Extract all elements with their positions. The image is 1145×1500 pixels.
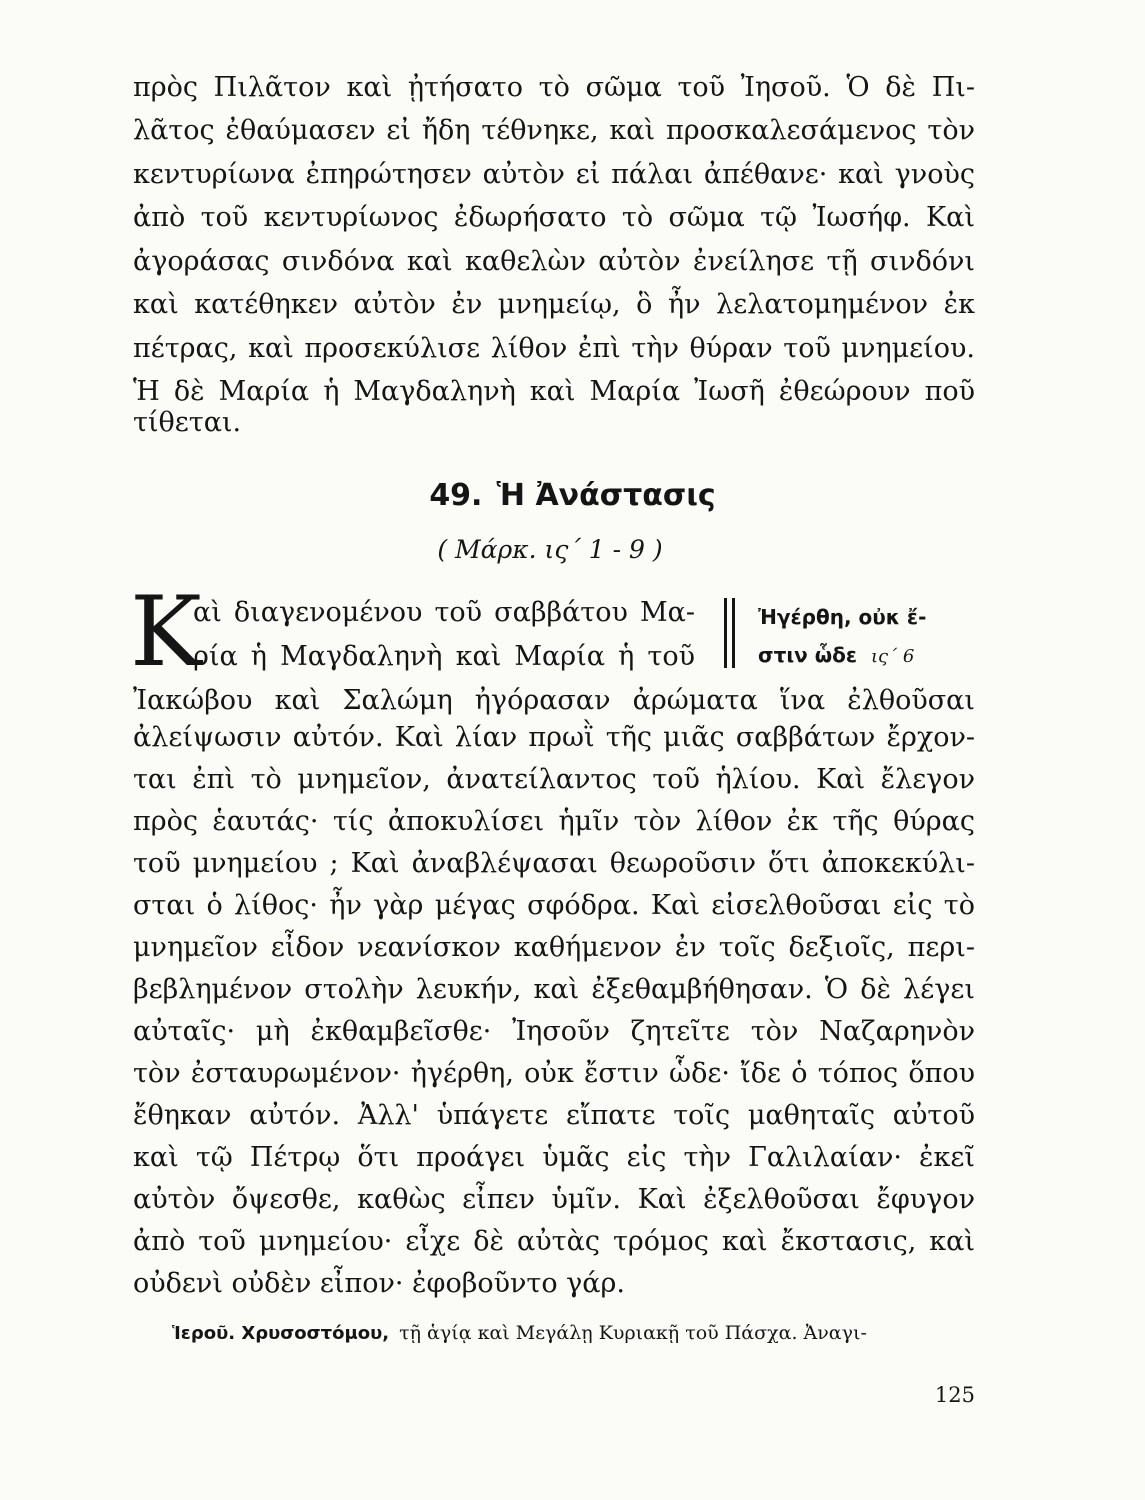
- text-line: ἔθηκαν αὐτόν. Ἀλλ' ὑπάγετε εἴπατε τοῖς μαθηταῖς αὐτοῦ: [133, 1100, 975, 1131]
- text-line: ἀλείψωσιν αὐτόν. Καὶ λίαν πρωῒ τῆς μιᾶς σαββάτων ἔρχον-: [133, 722, 975, 753]
- double-rule-right: [732, 598, 735, 668]
- text-line: ται ἐπὶ τὸ μνημεῖον, ἀνατείλαντος τοῦ ἡλίου. Καὶ ἔλεγον: [133, 764, 975, 795]
- text-line: οὐδενὶ οὐδὲν εἶπον· ἐφοβοῦντο γάρ.: [133, 1268, 625, 1299]
- marginal-note-text: στιν ὧδε: [758, 643, 857, 667]
- text-line: ἀπὸ τοῦ μνημείου· εἶχε δὲ αὐτὰς τρόμος καὶ ἔκστασις, καὶ: [133, 1226, 975, 1257]
- text-line: κεντυρίωνα ἐπηρώτησεν αὐτὸν εἰ πάλαι ἀπέθανε· καὶ γνοὺς: [133, 159, 975, 190]
- footnote-author: Ἱεροῦ. Χρυσοστόμου,: [172, 1323, 390, 1344]
- text-line: τοῦ μνημείου ; Καὶ ἀναβλέψασαι θεωροῦσιν ὅτι ἀποκεκύλι-: [133, 848, 975, 879]
- text-line: σται ὁ λίθος· ἦν γὰρ μέγας σφόδρα. Καὶ εἰσελθοῦσαι εἰς τὸ: [133, 890, 975, 921]
- marginal-note: [758, 636, 975, 674]
- scripture-reference: ( Μάρκ. ις΄ 1 - 9 ): [437, 535, 663, 564]
- text-line: Ἡ δὲ Μαρία ἡ Μαγδαληνὴ καὶ Μαρία Ἰωσῆ ἐθεώρουν ποῦ: [133, 376, 975, 407]
- text-line: βεβλημένον στολὴν λευκήν, καὶ ἐξεθαμβήθησαν. Ὁ δὲ λέγει: [133, 974, 975, 1005]
- page-number: 125: [934, 1383, 975, 1407]
- marginal-note-ref: ις΄ 6: [870, 646, 915, 667]
- double-rule-left: [724, 598, 727, 668]
- text-line: αὐτὸν ὄψεσθε, καθὼς εἶπεν ὑμῖν. Καὶ ἐξελθοῦσαι ἔφυγον: [133, 1184, 975, 1215]
- text-line: ἀπὸ τοῦ κεντυρίωνος ἐδωρήσατο τὸ σῶμα τῷ Ἰωσήφ. Καὶ: [133, 202, 975, 233]
- text-line: τὸν ἐσταυρωμένον· ἠγέρθη, οὐκ ἔστιν ὧδε· ἴδε ὁ τόπος ὅπου: [133, 1058, 975, 1089]
- text-line: ἀγοράσας σινδόνα καὶ καθελὼν αὐτὸν ἐνείλησε τῇ σινδόνι: [133, 246, 975, 277]
- text-line: τίθεται.: [133, 407, 242, 438]
- section-number: 49.: [429, 478, 483, 513]
- text-line: Ἰακώβου καὶ Σαλώμη ἠγόρασαν ἀρώματα ἵνα ἐλθοῦσαι: [133, 685, 975, 716]
- text-line: πρὸς Πιλᾶτον καὶ ᾐτήσατο τὸ σῶμα τοῦ Ἰησοῦ. Ὁ δὲ Πι-: [133, 72, 975, 103]
- text-line: αὶ διαγενομένου τοῦ σαββάτου Μα-: [193, 597, 695, 628]
- text-line: πέτρας, καὶ προσεκύλισε λίθον ἐπὶ τὴν θύραν τοῦ μνημείου.: [133, 333, 975, 364]
- footnote: [172, 1316, 975, 1351]
- text-line: καὶ κατέθηκεν αὐτὸν ἐν μνημείῳ, ὃ ἦν λελατομημένον ἐκ: [133, 289, 975, 320]
- text-line: μνημεῖον εἶδον νεανίσκον καθήμενον ἐν τοῖς δεξιοῖς, περι-: [133, 932, 975, 963]
- marginal-note: Ἠγέρθη, οὐκ ἔ-: [758, 605, 927, 629]
- text-line: καὶ τῷ Πέτρῳ ὅτι προάγει ὑμᾶς εἰς τὴν Γαλιλαίαν· ἐκεῖ: [133, 1142, 975, 1173]
- section-heading: [0, 476, 1145, 516]
- drop-cap: Κ: [130, 576, 202, 688]
- text-line: αὐταῖς· μὴ ἐκθαμβεῖσθε· Ἰησοῦν ζητεῖτε τὸν Ναζαρηνὸν: [133, 1016, 975, 1047]
- footnote-text: τῇ ἁγίᾳ καὶ Μεγάλῃ Κυριακῇ τοῦ Πάσχα. Ἀναγι-: [399, 1322, 867, 1344]
- text-line: ρία ἡ Μαγδαληνὴ καὶ Μαρία ἡ τοῦ: [193, 641, 695, 672]
- text-line: πρὸς ἑαυτάς· τίς ἀποκυλίσει ἡμῖν τὸν λίθον ἐκ τῆς θύρας: [133, 806, 975, 837]
- section-title: Ἡ Ἀνάστασις: [496, 478, 716, 513]
- text-line: λᾶτος ἐθαύμασεν εἰ ἤδη τέθνηκε, καὶ προσκαλεσάμενος τὸν: [133, 115, 975, 146]
